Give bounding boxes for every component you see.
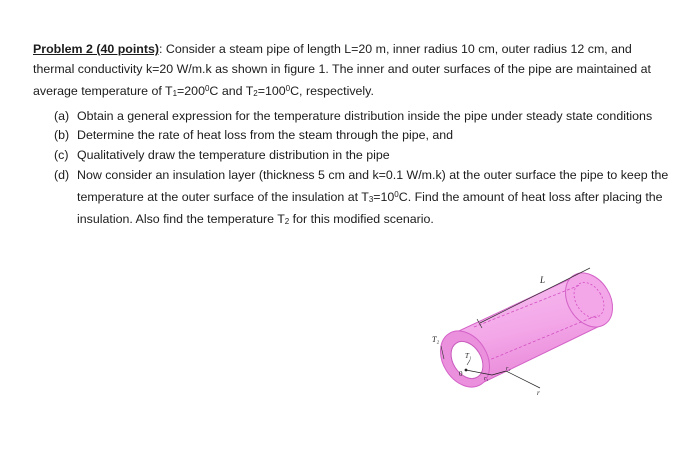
t1-subscript: 1 bbox=[172, 89, 178, 99]
part-c bbox=[33, 146, 673, 166]
part-text: Obtain a general expression for the temperature distribution inside the pipe under steady state conditions bbox=[77, 108, 653, 123]
problem-heading: Problem 2 (40 points) bbox=[33, 42, 159, 56]
pipe-figure bbox=[422, 265, 622, 415]
part-d-text-2: C. Find the amount of heat loss after placing the insulation. Also find the temperature T bbox=[77, 190, 663, 226]
problem-intro-text: : Consider a steam pipe of length L=20 m, inner radius 10 cm, outer radius 12 cm, and thermal conductivity k=20 W/m.k as shown in figure 1. The inner and outer surfaces of the pipe are maintained at average temperature of T bbox=[33, 42, 651, 99]
t2-subscript: 2 bbox=[253, 89, 258, 99]
problem-intro-text-3: C, respectively. bbox=[290, 84, 374, 99]
problem-intro-text-2: C and T bbox=[209, 84, 254, 99]
t3-subscript: 3 bbox=[368, 195, 374, 205]
degree-mark-2: 0 bbox=[285, 84, 291, 94]
part-d-text-1: Now consider an insulation layer (thickness 5 cm and k=0.1 W/m.k) at the outer surface the pipe to keep the temperature at the outer surface of the insulation at T bbox=[77, 167, 669, 205]
degree-mark-1: 0 bbox=[204, 84, 210, 94]
label-T2: T₂ bbox=[432, 335, 440, 344]
degree-mark-3: 0 bbox=[394, 190, 399, 200]
part-marker: (a) bbox=[54, 108, 70, 123]
part-a bbox=[33, 107, 673, 127]
part-d-text-3: for this modified scenario. bbox=[289, 211, 434, 226]
label-r: r bbox=[537, 389, 540, 397]
problem-parts-list bbox=[33, 107, 673, 232]
part-text: Qualitatively draw the temperature distribution in the pipe bbox=[77, 147, 390, 162]
label-L: L bbox=[540, 275, 546, 285]
label-zero: 0 bbox=[459, 370, 463, 378]
part-d bbox=[33, 166, 673, 232]
t3-value: =10 bbox=[373, 190, 395, 205]
part-marker: (d) bbox=[54, 167, 70, 182]
label-T1: T₁ bbox=[465, 352, 472, 360]
problem-2 bbox=[33, 40, 673, 231]
problem-statement bbox=[33, 40, 673, 104]
part-text: Determine the rate of heat loss from the steam through the pipe, and bbox=[77, 128, 454, 143]
label-r2: r₂ bbox=[506, 366, 511, 372]
t2-subscript-d: 2 bbox=[284, 216, 290, 226]
part-marker: (c) bbox=[54, 147, 69, 162]
t2-value: =100 bbox=[257, 84, 286, 99]
radial-axis-r bbox=[506, 371, 540, 388]
part-marker: (b) bbox=[54, 128, 70, 143]
label-r1: r₁ bbox=[484, 376, 489, 382]
part-b bbox=[33, 126, 673, 146]
t1-value: =200 bbox=[177, 84, 205, 99]
